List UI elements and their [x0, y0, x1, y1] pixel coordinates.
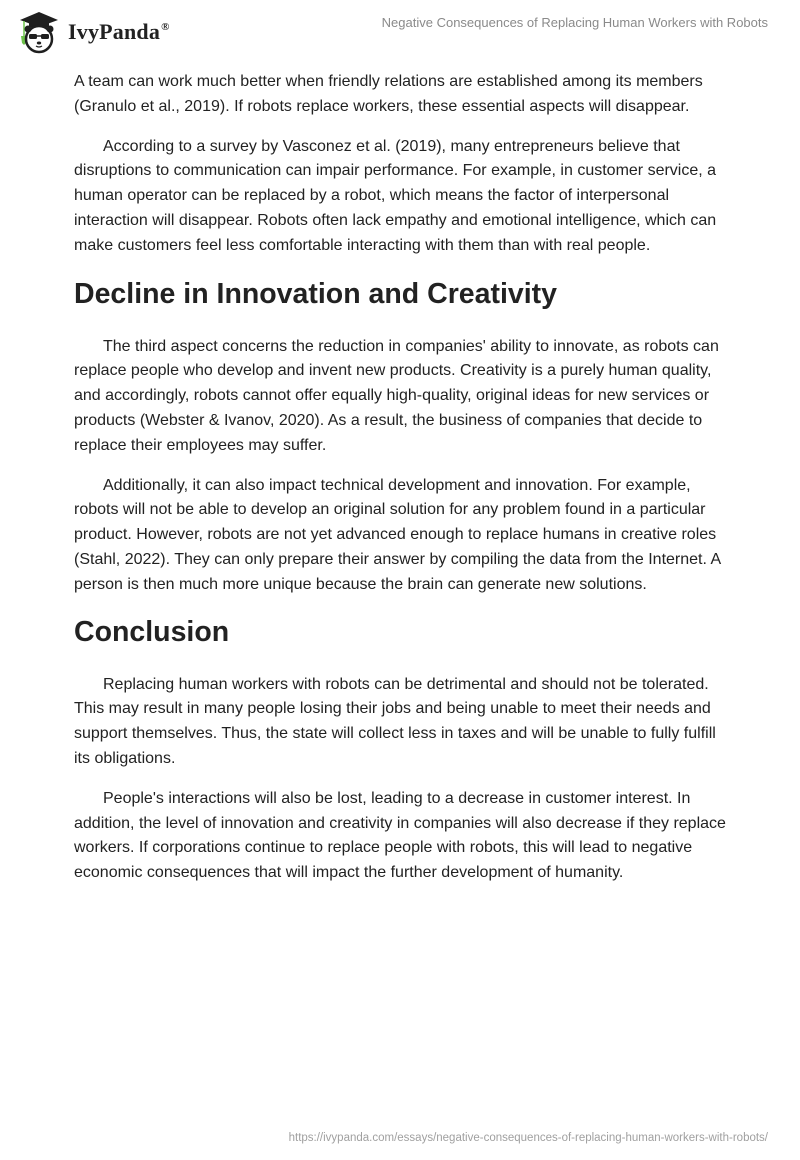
page-header	[0, 0, 800, 60]
section-heading-decline: Decline in Innovation and Creativity	[74, 277, 558, 310]
paragraph: Replacing human workers with robots can be detrimental and should not be tolerated. This may result in many people losing their jobs and being unable to meet their needs and support themselves. Thus, the state will collect less in taxes and will be unable to fully fulfill its obligations.	[74, 675, 716, 767]
paragraph: The third aspect concerns the reduction in companies' ability to innovate, as robots can replace people who develop and invent new products. Creativity is a purely human quality, and accordingly, robots cannot offer equally high-quality, original ideas for new services or products (Webster & Ivanov, 2020). As a result, the business of companies that decide to replace their employees may suffer.	[74, 337, 719, 454]
brand-name: IvyPanda®	[68, 19, 170, 44]
paragraph: According to a survey by Vasconez et al. (2019), many entrepreneurs believe that disruptions to communication can impair performance. For example, in customer service, a human operator can be replaced by a robot, which means the factor of interpersonal interaction will disappear. Robots often lack empathy and emotional intelligence, which can make customers feel less comfortable interacting with them than with real people.	[74, 137, 717, 254]
panda-graduate-icon	[16, 10, 62, 54]
ivypanda-logo[interactable]	[16, 10, 170, 54]
paragraph: Additionally, it can also impact technical development and innovation. For example, robots will not be able to develop an original solution for any problem found in a particular product. However, robots are not yet advanced enough to replace humans in creative roles (Stahl, 2022). They can only prepare their answer by compiling the data from the Internet. A person is then much more unique because the brain can generate new solutions.	[74, 476, 721, 593]
essay-body	[74, 70, 734, 901]
document-title: Negative Consequences of Replacing Human Workers with Robots	[381, 15, 768, 30]
section-heading-conclusion: Conclusion	[74, 615, 230, 648]
paragraph: People's interactions will also be lost, leading to a decrease in customer interest. In addition, the level of innovation and creativity in companies will also decrease if they replace workers. If corporations continue to replace people with robots, this will lead to negative economic consequences that will impact the further development of humanity.	[74, 789, 726, 882]
paragraph: A team can work much better when friendly relations are established among its members (Granulo et al., 2019). If robots replace workers, these essential aspects will disappear.	[74, 73, 703, 115]
source-url-link[interactable]: https://ivypanda.com/essays/negative-consequences-of-replacing-human-workers-with-robots/	[288, 1132, 768, 1144]
